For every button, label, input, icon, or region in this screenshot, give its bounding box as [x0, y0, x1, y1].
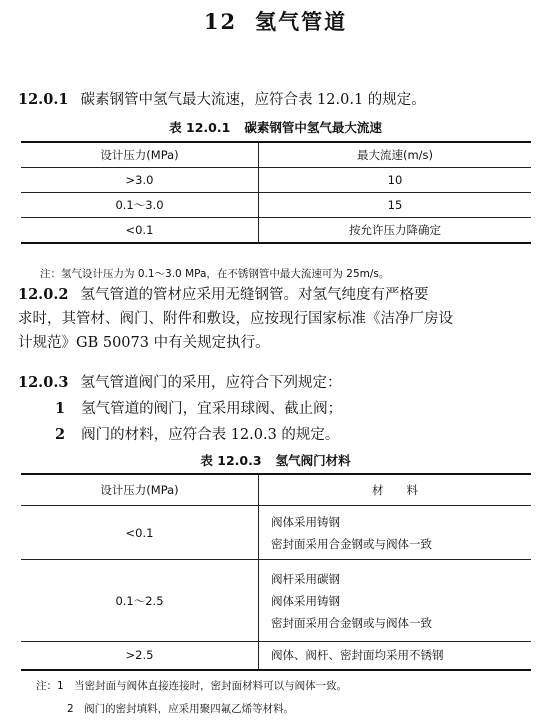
table-row — [21, 193, 531, 218]
list-item — [55, 423, 339, 447]
cell-pressure: >3.0 — [21, 168, 259, 193]
cell-pressure: 0.1～2.5 — [21, 560, 259, 642]
max-velocity-table — [21, 141, 531, 244]
material-line: 密封面采用合金钢或与阀体一致 — [271, 536, 432, 551]
clause-number: 12.0.3 — [18, 374, 69, 391]
clause-line: 计规范》GB 50073 中有关规定执行。 — [18, 335, 270, 351]
table-caption — [0, 118, 551, 136]
table-row — [21, 218, 531, 244]
cell-velocity: 15 — [259, 193, 532, 218]
table-caption — [0, 451, 551, 469]
header-pressure: 设计压力(MPa) — [21, 474, 259, 506]
valve-material-table — [21, 473, 531, 671]
clause-line: 求时，其管材、阀门、附件和敷设，应按现行国家标准《洁净厂房设 — [18, 311, 453, 327]
cell-material — [259, 642, 532, 670]
header-velocity: 最大流速(m/s) — [259, 142, 532, 168]
clause-line: 氢气管道的管材应采用无缝钢管。对氢气纯度有严格要 — [80, 287, 429, 303]
cell-material — [259, 506, 532, 560]
table-row — [21, 560, 531, 642]
cell-pressure: >2.5 — [21, 642, 259, 670]
clause-text: 碳素钢管中氢气最大流速，应符合表 12.0.1 的规定。 — [80, 92, 426, 108]
table-row — [21, 506, 531, 560]
table-header-row — [21, 474, 531, 506]
material-line: 密封面采用合金钢或与阀体一致 — [271, 615, 432, 630]
table-header-row — [21, 142, 531, 168]
item-number: 2 — [55, 426, 66, 443]
clause-number: 12.0.1 — [18, 91, 69, 108]
cell-velocity: 10 — [259, 168, 532, 193]
table-row — [21, 168, 531, 193]
table-note: 注：氢气设计压力为 0.1～3.0 MPa，在不锈钢管中最大流速可为 25m/s。 — [40, 268, 390, 280]
material-line: 阀杆采用碳钢 — [271, 571, 340, 586]
cell-pressure: <0.1 — [21, 218, 259, 244]
cell-pressure: 0.1～3.0 — [21, 193, 259, 218]
table-row — [21, 642, 531, 670]
chapter-title — [0, 6, 551, 36]
table-number: 表 12.0.3 — [200, 453, 262, 468]
table-title: 碳素钢管中氢气最大流速 — [244, 120, 382, 135]
list-item — [55, 397, 342, 421]
header-material: 材 料 — [259, 474, 532, 506]
table-number: 表 12.0.1 — [169, 120, 231, 135]
clause-text: 氢气管道阀门的采用，应符合下列规定： — [80, 375, 342, 391]
table-note: 注：1 当密封面与阀体直接连接时，密封面材料可以与阀体一致。 — [36, 680, 348, 692]
material-line: 阀体采用铸钢 — [271, 514, 340, 529]
clause-number: 12.0.2 — [18, 286, 69, 303]
item-text: 氢气管道的阀门，宜采用球阀、截止阀； — [81, 401, 343, 417]
item-text: 阀门的材料，应符合表 12.0.3 的规定。 — [81, 427, 340, 443]
cell-material — [259, 560, 532, 642]
cell-pressure: <0.1 — [21, 506, 259, 560]
item-number: 1 — [55, 400, 66, 417]
material-line: 阀体采用铸钢 — [271, 593, 340, 608]
cell-velocity: 按允许压力降确定 — [259, 218, 532, 244]
clause-12-0-2 — [18, 283, 538, 355]
clause-12-0-1 — [18, 88, 538, 112]
chapter-number: 12 — [203, 9, 238, 34]
material-line: 阀体、阀杆、密封面均采用不锈钢 — [271, 648, 444, 663]
table-title: 氢气阀门材料 — [275, 453, 351, 468]
header-pressure: 设计压力(MPa) — [21, 142, 259, 168]
clause-12-0-3 — [18, 371, 538, 395]
chapter-name: 氢气管道 — [255, 9, 348, 34]
table-note: 2 阀门的密封填料，应采用聚四氟乙烯等材料。 — [67, 703, 295, 715]
